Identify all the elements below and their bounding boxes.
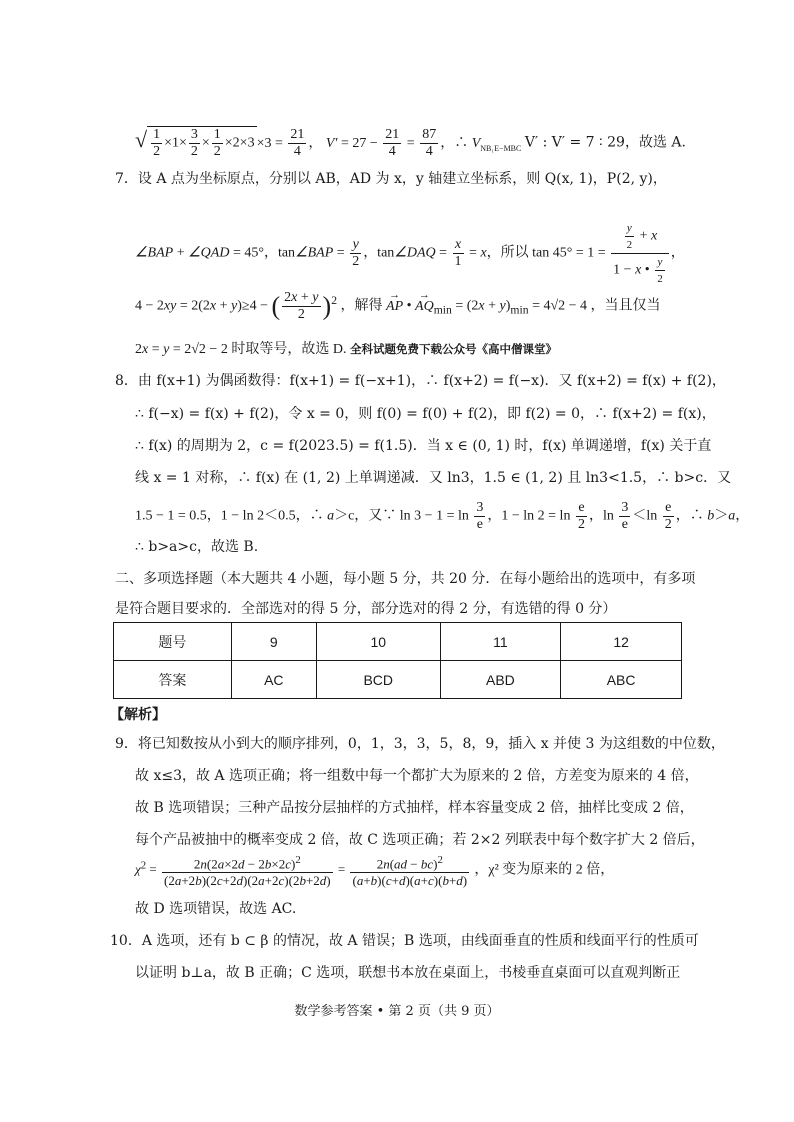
vector-ap: → AP [386, 296, 403, 318]
q7-line-2: ∠BAP + ∠QAD = 45°，tan∠BAP = $\frac{y}{2}$ ，tan∠DAQ = $\frac{x}{1}$ = x，所以 tan 45° = 1 = $\frac{y}{2}$ + x 1 − x • $\frac{y}{2}$ ， [135, 222, 685, 285]
q8-line-3: ∴ f(x) 的周期为 2，c = f(2023.5) = f(1.5)．当 x ∈ (0, 1) 时，f(x) 单调递增，f(x) 关于直 [135, 438, 712, 454]
q8-line-2: ∴ f(−x) = f(x) + f(2)，令 x = 0，则 f(0) = f(0) + f(2)，即 f(2) = 0，∴ f(x+2) = f(x)， [135, 406, 716, 422]
q8-line-4: 线 x = 1 对称，∴ f(x) 在 (1, 2) 上单调递减．又 ln3，1.5 ∈ (1, 2) 且 ln3<1.5，∴ b>c．又 [135, 470, 732, 486]
q9-line-6: 故 D 选项错误，故选 AC. [135, 901, 297, 917]
q10-line-1: 10．A 选项，还有 b ⊂ β 的情况，故 A 错误；B 选项，由线面垂直的性质和线面平行的性质可 [110, 933, 699, 949]
table-row [114, 661, 682, 699]
q8-line-6: ∴ b>a>c，故选 B. [135, 539, 259, 555]
q9-chi-text: ，χ² 变为原来的 2 倍， [474, 862, 615, 878]
table-cell: AC [231, 661, 316, 699]
section-2-header: 二、多项选择题（本大题共 4 小题，每小题 5 分，共 20 分．在每小题给出的选项中，有多项 [115, 571, 696, 587]
q10-line-2: 以证明 b⊥a，故 B 正确；C 选项，联想书本放在桌面上，书棱垂直桌面可以直观判断正 [135, 965, 681, 981]
table-cell: ABD [440, 661, 561, 699]
q6-sqrt-expression: √ $\frac{1}{2}$ ×1× $\frac{3}{2}$ × $\frac{1}{2}$ ×2×3 ×3 = $\frac{21}{4}$ ， V′ = 27 − $\frac{21}{4}$ = $\frac{87}{4}$ ，∴ $V_{NB_1E-MBC}$ [135, 126, 522, 159]
q8-line-1: 8．由 f(x+1) 为偶函数得：f(x+1) = f(−x+1)，∴ f(x+2) = f(−x)．又 f(x+2) = f(x) + f(2)， [115, 373, 726, 389]
q7-conclusion: 时取等号，故选 D. [231, 342, 347, 357]
table-row [114, 623, 682, 661]
table-cell: 12 [561, 623, 682, 661]
q6-result: V′ : V′ = 7 ∶ 29，故选 A. [524, 134, 686, 151]
q6-tail-line [135, 126, 686, 160]
q7-line-4: 2x = y = 2√2 − 2 时取等号，故选 D. 全科试题免费下载公众号《高中僧课堂》 [135, 342, 557, 357]
table-cell: 10 [316, 623, 440, 661]
q9-line-4: 每个产品被抽中的概率变成 2 倍，故 C 选项正确；若 2×2 列联表中每个数字扩大 2 倍后， [135, 832, 705, 848]
q7-line-3: 4 − 2xy = 2(2x + y)≥4 − ( $\frac{2x + y}{2}$ )$^2$ ，解得 → AP • → $AQ_{min} = (2x + y)_{min} = 4√2 - 4$ ，当且仅当 [135, 290, 661, 323]
table-cell: 题号 [114, 623, 232, 661]
table-cell: BCD [316, 661, 440, 699]
q7-condition-text: ，当且仅当 [590, 298, 661, 314]
vector-aq: → AQ [415, 296, 434, 318]
table-cell: 答案 [114, 661, 232, 699]
table-cell: 11 [440, 623, 561, 661]
section-2-header-cont: 是符合题目要求的．全部选对的得 5 分，部分选对的得 2 分，有选错的得 0 分） [115, 601, 617, 617]
q9-line-2: 故 x≤3，故 A 选项正确；将一组数中每一个都扩大为原来的 2 倍，方差变为原来的 4 倍， [135, 768, 699, 784]
q9-line-1: 9．将已知数按从小到大的顺序排列，0，1，3，3，5，8，9，插入 x 并使 3 为这组数的中位数， [115, 736, 725, 752]
q9-line-5: $\chi^2$ = $\frac{2n(2a\times 2d - 2b\times 2c)^2}{(2a+2b)(2c+2d)(2a+2c)(2b+2d)}$ = $\frac{2n(ad - bc)^2}{(a+b)(c+d)(a+c)(b+d)}$ ，χ² 变为原来的 2 倍， [135, 854, 615, 889]
table-cell: ABC [561, 661, 682, 699]
analysis-label: 【解析】 [110, 707, 166, 723]
q7-line-1: 7．设 A 点为坐标原点，分别以 AB，AD 为 x，y 轴建立坐标系，则 Q(x, 1)，P(2, y)， [115, 171, 667, 187]
watermark-note: 全科试题免费下载公众号《高中僧课堂》 [349, 342, 557, 356]
table-cell: 9 [231, 623, 316, 661]
q8-line-5: 1.5 − 1 = 0.5，1 − ln 2＜0.5，∴ a＞c，又∵ ln 3 − 1 = ln $\frac{3}{e}$ ，1 − ln 2 = ln $\frac{e}{2}$ ，ln $\frac{3}{e}$ ＜ln $\frac{e}{2}$ ，∴ b＞a， [135, 500, 750, 532]
q9-line-3: 故 B 选项错误；三种产品按分层抽样的方式抽样，样本容量变成 2 倍，抽样比变成 2 倍， [135, 800, 694, 816]
answer-table [113, 622, 682, 699]
page-footer: 数学参考答案 • 第 2 页（共 9 页） [294, 1004, 500, 1019]
q7-solve-text: ，解得 [340, 298, 383, 314]
